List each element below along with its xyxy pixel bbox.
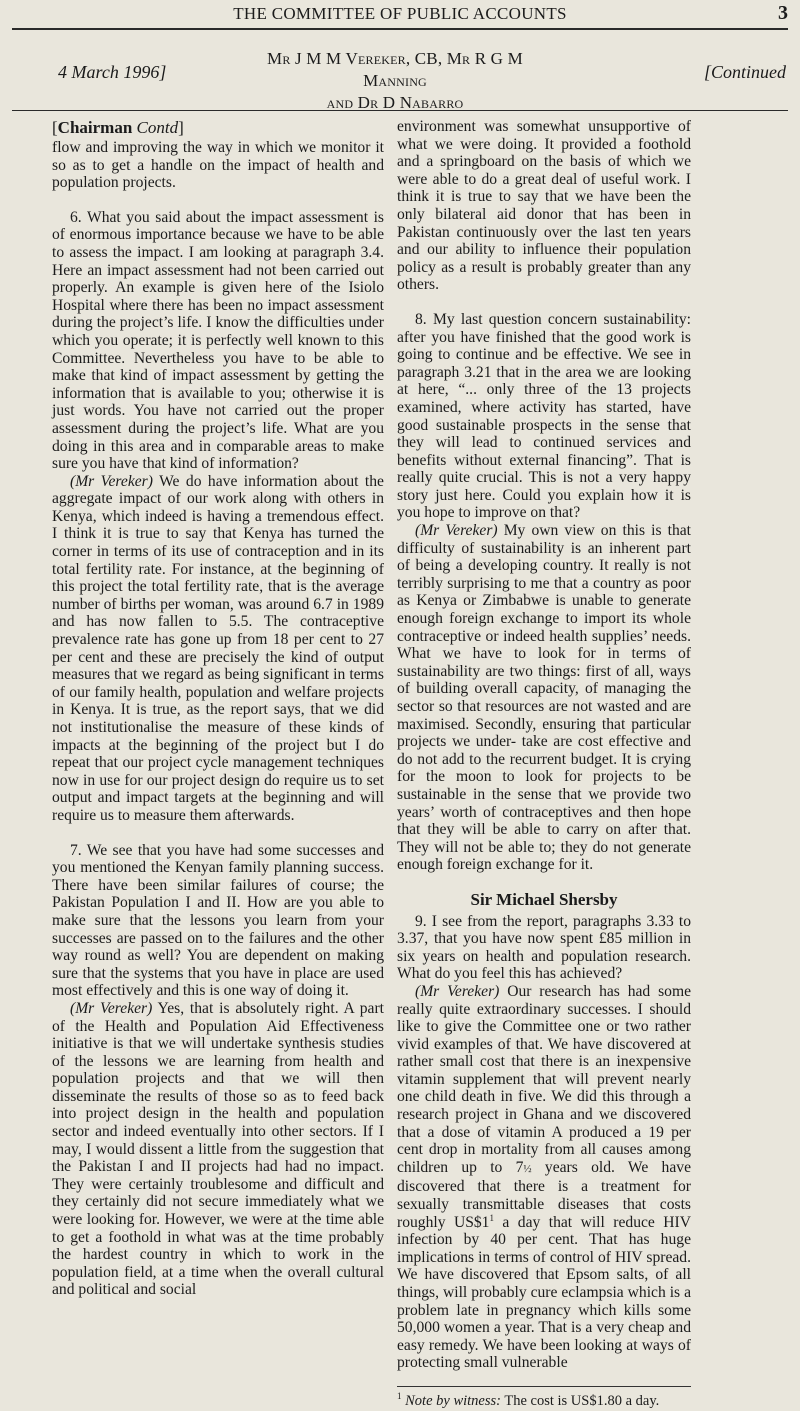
bracket-close: ] (178, 118, 184, 137)
running-head: THE COMMITTEE OF PUBLIC ACCOUNTS (233, 4, 567, 23)
speaker-label: (Mr Vereker) (415, 982, 500, 1000)
speaker-label: (Mr Vereker) (70, 999, 153, 1017)
answer-text: Our research has had some really quite extraordinary successes. I should like to give the Committee one or two rather vivid examples of that. We have discovered at rather small cost that there is an inexpensive vitamin supplement that will prevent nearly one child death in five. We did this through a research project in Ghana and we discovered that a dose of vitamin A produced a 19 per cent drop in mortality from all causes among children up to 7 (397, 982, 691, 1176)
witness-names (250, 48, 540, 114)
answer-text: a day that will reduce HIV infection by 40 per cent. That has huge implications in terms of control of HIV spread. We have discovered that Epsom salts, of all things, will probably cure eclampsia which is a problem late in pregnancy which kills some 50,000 women a year. That is a very cheap and easy remedy. We have been looking at ways of protecting small vulnerable (397, 1213, 691, 1372)
paragraph-continued: flow and improving the way in which we monitor it so as to get a handle on the impact of health and population projects. (52, 139, 384, 192)
question-8: 8. My last question concern sustainability: after you have finished that the good work is going to continue and be effective. We see in paragraph 3.21 that in the area we are looking at here, “... only three of the 13 projects examined, where activity has started, have good sustainable prospects in the sense that they will lead to continued services and benefits without external financing”. That is really quite crucial. This is not a very happy story just here. Could you explain how it is you hope to improve on that? (397, 310, 691, 522)
header-rule (12, 110, 788, 111)
left-column (52, 118, 384, 1299)
chairman-label (52, 118, 384, 138)
footnote (397, 1393, 691, 1411)
answer-7 (52, 1000, 384, 1299)
answer-8 (397, 522, 691, 874)
footnote-label: Note by witness: (405, 1392, 501, 1409)
page-number: 3 (778, 2, 788, 24)
bracket-open: [ (52, 118, 58, 137)
answer-text: My own view on this is that difficulty of sustainability is an inherent part of being a developing country. It really is not terribly surprising to me that a country as poor as Kenya or Zimbabwe is unable to generate enough foreign exchange to import its whole contraceptive or indeed health supplies’ needs. What we have to look for in terms of sustainability are two things: first of all, ways of building overall capacity, of managing the sector so that resources are not wasted and are maximised. Secondly, ensuring that particular projects we under- take are cost effective and do not add to the recurrent budget. It is crying for the moon to look for projects to be sustainable in the sense that we provide two years’ worth of contraceptives and then hope that they will be able to carry on after that. They will not be able to; they do not generate enough foreign exchange for it. (397, 522, 692, 874)
footnote-reference: 1 (489, 1212, 494, 1223)
speaker-label: (Mr Vereker) (415, 522, 498, 540)
footnote-rule (397, 1386, 691, 1387)
speaker-label: (Mr Vereker) (70, 472, 153, 490)
session-header (0, 48, 800, 112)
footnote-mark: 1 (397, 1391, 402, 1402)
member-heading: Sir Michael Shersby (470, 889, 618, 909)
answer-6 (52, 473, 384, 825)
witness-line-2: and Dr D Nabarro (326, 93, 464, 112)
continued-label: [Continued (703, 62, 786, 82)
paragraph-continued: environment was somewhat unsupportive of what we were doing. It provided a foothold and a springboard on the basis of which we were able to do a great deal of useful work. I think it is true to say that we have been the only bilateral aid donor that has been in Pakistan continuously over the last ten years and our ability to influence their population policy as a result is probably greater than any others. (397, 118, 691, 294)
footnote-text: The cost is US$1.80 a day. (500, 1392, 660, 1409)
question-6: 6. What you said about the impact assessment is of enormous importance because we have to be able to assess the impact. I am looking at paragraph 3.4. Here an impact assessment had not been carried out properly. An example is given here of the Isiolo Hospital where there has been no impact assessment during the project’s life. I know the difficulties under which you operate; it is perfectly well known to this Committee. Nevertheless you have to be able to make that kind of impact assessment by getting the information that is available to you; otherwise it is just words. You have not carried out the proper assessment during the project’s life. What are you doing in this area and in comparable areas to make sure you have that kind of information? (52, 208, 384, 473)
answer-text: years old. We have discovered that there is a treatment for sexually transmittable diseases that costs roughly US$1 (397, 1158, 691, 1231)
question-7: 7. We see that you have had some successes and you mentioned the Kenyan family planning success. There have been similar failures of course; the Pakistan Population I and II. How are you able to make sure that the lessons you learn from your successes are passed on to the failures and the other way round as well? You are dependent on making sure that the systems that you have in place are used most effectively and this is one way of doing it. (52, 841, 384, 1000)
chairman-name: Chairman (57, 118, 133, 137)
top-rule (12, 28, 788, 30)
session-date: 4 March 1996] (58, 62, 167, 82)
question-9: 9. I see from the report, paragraphs 3.33 to 3.37, that you have now spent £85 million in six years on health and population research. What do you feel this has achieved? (397, 912, 691, 983)
answer-text: We do have information about the aggregate impact of our work along with others in Kenya, which indeed is having a tremendous effect. I think it is true to say that Kenya has turned the corner in terms of its use of contraception and in its total fertility rate. For instance, at the beginning of this project the total fertility rate, that is the average number of births per woman, was around 6.7 in 1989 and has now fallen to 5.5. The contraceptive prevalence rate has gone up from 18 per cent to 27 per cent and these are precisely the kind of output measures that we regard as being significant in terms of our family health, population and welfare projects in Kenya. It is true, as the report says, that we did not institutionalise the measure of these kinds of impacts at the beginning of the project but I do repeat that our project cycle management techniques now in use for our project design do require us to set output and impact targets at the beginning and will require us to measure them afterwards. (52, 472, 384, 824)
right-column (397, 118, 691, 1411)
answer-9 (397, 983, 691, 1372)
answer-text: Yes, that is absolutely right. A part of the Health and Population Aid Effectiveness initiative is that we will undertake synthesis studies of the lessons we are learning from health and population projects and that we will then disseminate the results of those so as to feed back into project design in the health and population sector and indeed eventually into other sectors. If I may, I would dissent a little from the suggestion that the Pakistan I and II projects had had no impact. They were certainly troublesome and difficult and they certainly did not secure immediately what we were looking for. However, we were at the time able to get a foothold in what was at the time probably the hardest country in which to work in the population field, at a time when the overall cultural and political and social (52, 999, 384, 1299)
chairman-contd: Contd (136, 118, 179, 137)
witness-line-1: Mr J M M Vereker, CB, Mr R G M Manning (267, 49, 523, 90)
fraction: ½ (523, 1162, 532, 1175)
